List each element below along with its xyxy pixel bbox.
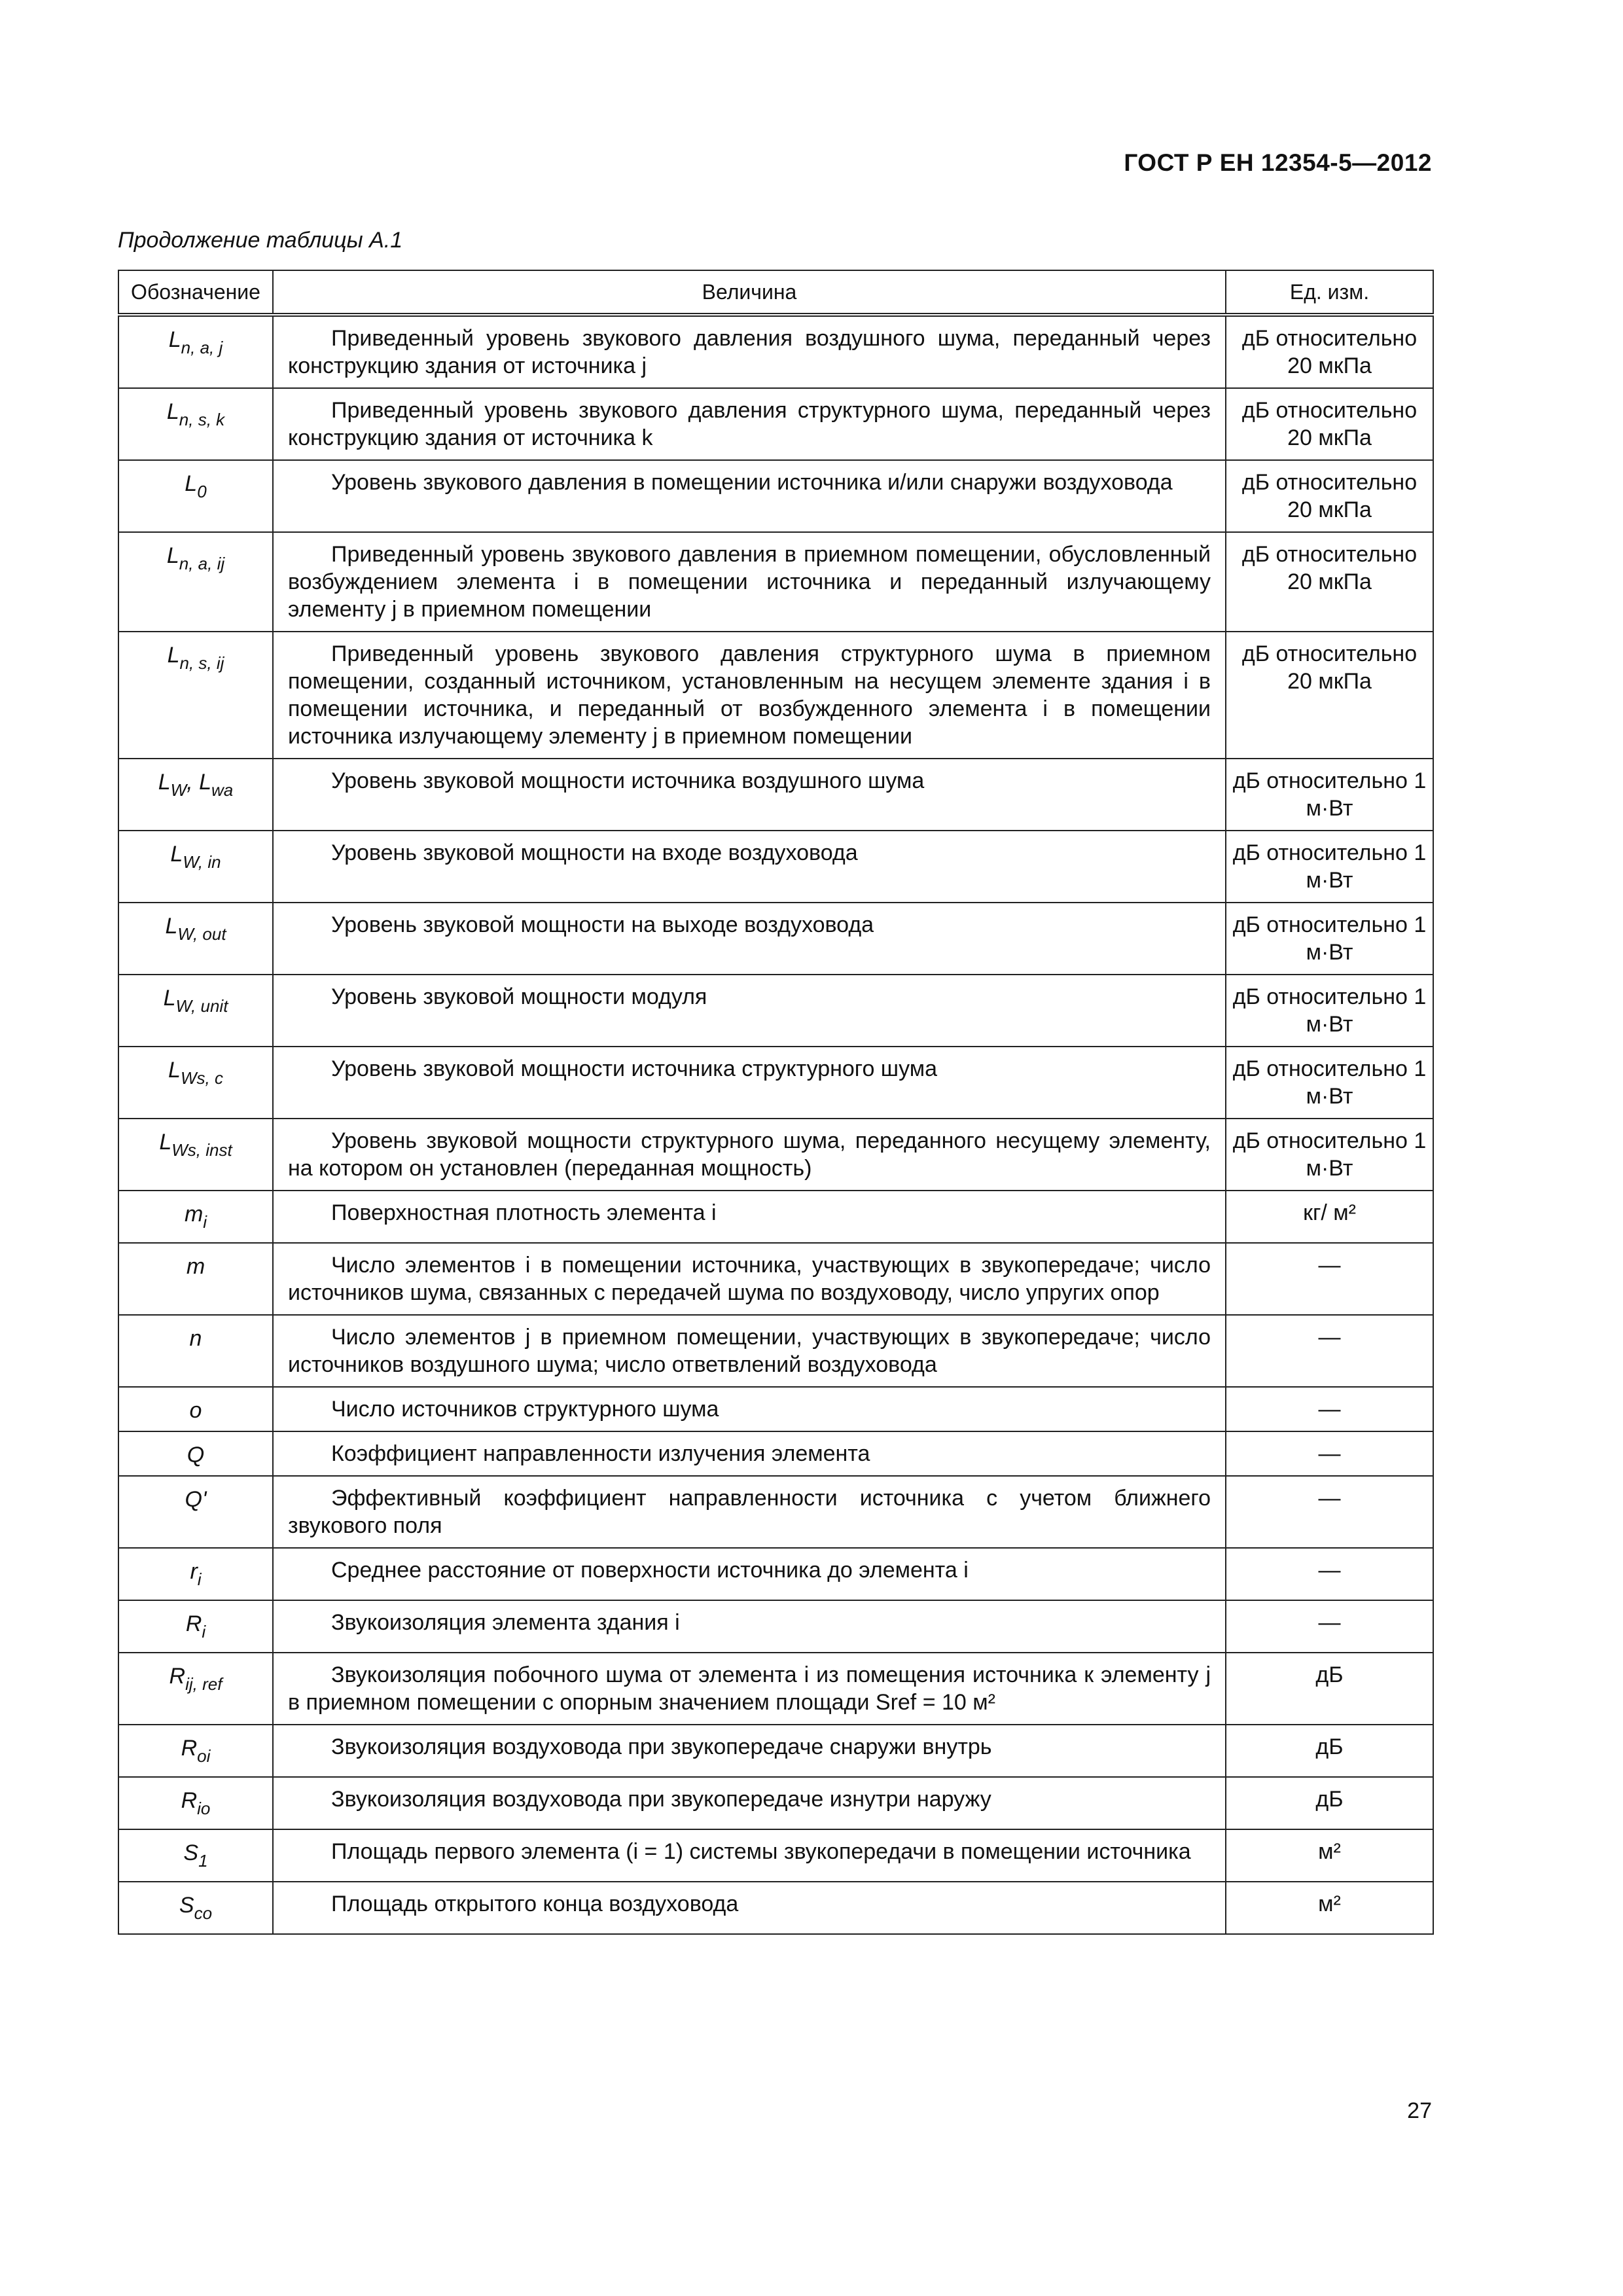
symbol-base: n: [189, 1326, 202, 1351]
symbol-cell: [118, 1829, 273, 1882]
quantity-description: Звукоизоляция воздуховода при звукопередаче снаружи внутрь: [331, 1734, 992, 1759]
column-header-unit: Ед. изм.: [1226, 270, 1433, 315]
symbol-base: R: [169, 1664, 186, 1689]
quantity-description: Уровень звуковой мощности на входе воздуховода: [331, 840, 858, 865]
quantity-cell: [273, 1548, 1226, 1600]
symbol-base: r: [190, 1559, 198, 1584]
table-row: [118, 1600, 1433, 1653]
symbol-cell: [118, 1600, 273, 1653]
table-row: [118, 1882, 1433, 1934]
quantity-description: Приведенный уровень звукового давления структурного шума, переданный через конструкцию здания от источника k: [288, 398, 1211, 450]
table-caption: Продолжение таблицы А.1: [118, 228, 403, 253]
symbol-subscript: i: [202, 1622, 206, 1641]
table-row: [118, 632, 1433, 759]
table-row: [118, 1315, 1433, 1387]
symbol-base: L: [159, 1130, 172, 1155]
symbol-base: Q': [185, 1487, 207, 1512]
symbol-base: L: [166, 399, 179, 424]
quantity-description: Уровень звуковой мощности структурного шума, переданного несущему элементу, на котором он установлен (переданная мощность): [288, 1128, 1211, 1181]
table-row: [118, 975, 1433, 1047]
symbol-base: L: [170, 842, 183, 867]
unit-cell: кг/ м²: [1226, 1191, 1433, 1243]
quantity-cell: [273, 903, 1226, 975]
quantity-cell: [273, 532, 1226, 632]
symbol-base: m: [186, 1254, 205, 1279]
unit-cell: —: [1226, 1600, 1433, 1653]
unit-cell: дБ: [1226, 1653, 1433, 1725]
quantity-cell: [273, 831, 1226, 903]
table-row: [118, 831, 1433, 903]
symbol-subscript: i: [203, 1212, 207, 1232]
symbol-subscript: n, a, ij: [179, 554, 225, 573]
quantity-cell: [273, 759, 1226, 831]
table-row: [118, 532, 1433, 632]
unit-cell: дБ: [1226, 1777, 1433, 1829]
column-header-symbol: Обозначение: [118, 270, 273, 315]
symbol-subscript: W, unit: [175, 996, 228, 1016]
symbol-base: L: [167, 643, 180, 668]
symbol-subscript: oi: [197, 1746, 211, 1766]
page-number: 27: [1407, 2098, 1432, 2123]
quantity-description: Уровень звуковой мощности источника структурного шума: [331, 1056, 937, 1081]
symbol-base: L: [165, 914, 178, 939]
symbol-subscript: 1: [198, 1851, 208, 1871]
quantity-cell: [273, 388, 1226, 460]
unit-cell: дБ относительно 1 м·Вт: [1226, 903, 1433, 975]
table-row: [118, 1548, 1433, 1600]
symbol-base: L: [185, 471, 198, 496]
quantity-description: Уровень звуковой мощности источника воздушного шума: [331, 768, 925, 793]
quantity-cell: [273, 1653, 1226, 1725]
quantity-cell: [273, 1777, 1226, 1829]
quantity-cell: [273, 1387, 1226, 1431]
unit-cell: дБ относительно 20 мкПа: [1226, 315, 1433, 388]
symbol-cell: [118, 831, 273, 903]
quantity-cell: [273, 460, 1226, 532]
symbol-base: R: [185, 1611, 202, 1636]
quantity-description: Приведенный уровень звукового давления структурного шума в приемном помещении, созданный источником, установленным на несущем элементе здания i в помещении источника, и переданный от возбужденного элемента i в помещении источника излучающему элементу j в приемном помещении: [288, 641, 1211, 749]
symbol-cell: [118, 1431, 273, 1476]
column-header-quantity: Величина: [273, 270, 1226, 315]
table-row: [118, 1653, 1433, 1725]
symbol-cell: [118, 1191, 273, 1243]
symbol-cell: [118, 1882, 273, 1934]
table-row: [118, 1387, 1433, 1431]
symbol-cell: [118, 903, 273, 975]
unit-cell: —: [1226, 1243, 1433, 1315]
unit-cell: —: [1226, 1315, 1433, 1387]
table-row: [118, 1476, 1433, 1548]
quantity-cell: [273, 1476, 1226, 1548]
symbol-cell: [118, 1653, 273, 1725]
symbol-subscript: io: [197, 1799, 211, 1818]
symbol-cell: [118, 759, 273, 831]
quantity-description: Поверхностная плотность элемента i: [331, 1200, 717, 1225]
unit-cell: дБ относительно 20 мкПа: [1226, 632, 1433, 759]
quantity-cell: [273, 1431, 1226, 1476]
quantity-description: Число элементов j в приемном помещении, участвующих в звукопередаче; число источников воздушного шума; число ответвлений воздуховода: [288, 1325, 1211, 1377]
symbol-subscript: Ws, c: [180, 1068, 223, 1088]
symbol-subscript-2: wa: [211, 780, 234, 800]
quantity-description: Звукоизоляция воздуховода при звукопередаче изнутри наружу: [331, 1787, 991, 1812]
quantity-cell: [273, 1119, 1226, 1191]
symbol-cell: [118, 1387, 273, 1431]
symbol-base: L: [158, 770, 171, 795]
quantity-cell: [273, 632, 1226, 759]
symbol-cell: [118, 1119, 273, 1191]
table-row: [118, 1191, 1433, 1243]
unit-cell: м²: [1226, 1829, 1433, 1882]
symbol-base: m: [184, 1202, 204, 1227]
unit-cell: дБ относительно 1 м·Вт: [1226, 759, 1433, 831]
symbol-cell: [118, 632, 273, 759]
symbol-cell: [118, 388, 273, 460]
quantity-description: Приведенный уровень звукового давления воздушного шума, переданный через конструкцию здания от источника j: [288, 326, 1211, 378]
symbol-base: o: [189, 1398, 202, 1423]
symbol-base: R: [181, 1736, 198, 1761]
symbol-subscript: 0: [197, 482, 207, 501]
unit-cell: —: [1226, 1431, 1433, 1476]
quantity-cell: [273, 1882, 1226, 1934]
quantity-description: Уровень звукового давления в помещении источника и/или снаружи воздуховода: [331, 470, 1173, 495]
symbol-cell: [118, 1476, 273, 1548]
symbol-subscript: co: [194, 1903, 213, 1923]
symbol-base: L: [168, 327, 181, 352]
quantity-description: Эффективный коэффициент направленности источника с учетом ближнего звукового поля: [288, 1486, 1211, 1538]
quantity-cell: [273, 1243, 1226, 1315]
symbol-cell: [118, 1243, 273, 1315]
symbol-base: S: [179, 1893, 194, 1918]
symbol-subscript: W, out: [177, 924, 226, 944]
table-row: [118, 1829, 1433, 1882]
unit-cell: —: [1226, 1548, 1433, 1600]
unit-cell: дБ: [1226, 1725, 1433, 1777]
symbol-subscript: ij, ref: [185, 1674, 223, 1694]
quantity-cell: [273, 1315, 1226, 1387]
quantity-cell: [273, 1829, 1226, 1882]
symbol-subscript: W, in: [183, 852, 221, 872]
quantity-description: Уровень звуковой мощности на выходе воздуховода: [331, 912, 874, 937]
symbol-base: S: [183, 1840, 199, 1865]
quantity-description: Площадь открытого конца воздуховода: [331, 1892, 739, 1916]
quantity-cell: [273, 1600, 1226, 1653]
quantity-description: Уровень звуковой мощности модуля: [331, 984, 707, 1009]
unit-cell: —: [1226, 1387, 1433, 1431]
symbol-cell: [118, 1725, 273, 1777]
quantity-cell: [273, 1047, 1226, 1119]
table-row: [118, 1243, 1433, 1315]
symbol-base: L: [166, 543, 179, 568]
quantity-description: Коэффициент направленности излучения элемента: [331, 1441, 870, 1466]
unit-cell: дБ относительно 1 м·Вт: [1226, 831, 1433, 903]
quantity-description: Площадь первого элемента (i = 1) системы звукопередачи в помещении источника: [331, 1839, 1191, 1864]
table-row: [118, 460, 1433, 532]
symbol-cell: [118, 1777, 273, 1829]
standard-code: ГОСТ Р ЕН 12354-5—2012: [1124, 149, 1432, 176]
symbol-base: R: [181, 1788, 198, 1813]
unit-cell: дБ относительно 1 м·Вт: [1226, 1047, 1433, 1119]
symbol-base-2: , L: [187, 770, 212, 795]
unit-cell: —: [1226, 1476, 1433, 1548]
symbol-cell: [118, 532, 273, 632]
quantity-description: Число источников структурного шума: [331, 1397, 719, 1422]
quantity-description: Звукоизоляция побочного шума от элемента i из помещения источника к элементу j в приемном помещении с опорным значением площади Sref = 10 м²: [288, 1662, 1211, 1715]
unit-cell: дБ относительно 20 мкПа: [1226, 532, 1433, 632]
quantity-description: Звукоизоляция элемента здания i: [331, 1610, 680, 1635]
table-row: [118, 1047, 1433, 1119]
symbol-subscript: n, s, k: [179, 410, 225, 429]
symbols-table: [118, 270, 1434, 1935]
unit-cell: дБ относительно 20 мкПа: [1226, 388, 1433, 460]
symbol-cell: [118, 975, 273, 1047]
table-row: [118, 759, 1433, 831]
table-row: [118, 1119, 1433, 1191]
symbol-subscript: n, a, j: [181, 338, 223, 357]
unit-cell: дБ относительно 1 м·Вт: [1226, 975, 1433, 1047]
quantity-description: Приведенный уровень звукового давления в приемном помещении, обусловленный возбуждением элемента i в помещении источника и переданный излучающему элементу j в приемном помещении: [288, 542, 1211, 622]
symbol-cell: [118, 460, 273, 532]
quantity-cell: [273, 1725, 1226, 1777]
table-header-row: [118, 270, 1433, 315]
table-row: [118, 388, 1433, 460]
quantity-cell: [273, 315, 1226, 388]
quantity-cell: [273, 975, 1226, 1047]
unit-cell: дБ относительно 20 мкПа: [1226, 460, 1433, 532]
unit-cell: дБ относительно 1 м·Вт: [1226, 1119, 1433, 1191]
table-row: [118, 1431, 1433, 1476]
symbol-base: L: [163, 986, 176, 1011]
symbol-subscript: Ws, inst: [171, 1140, 232, 1160]
symbol-subscript: W: [170, 780, 187, 800]
table-row: [118, 315, 1433, 388]
symbol-cell: [118, 1047, 273, 1119]
table-row: [118, 1725, 1433, 1777]
symbol-cell: [118, 1548, 273, 1600]
symbol-subscript: n, s, ij: [179, 653, 224, 673]
quantity-description: Число элементов i в помещении источника, участвующих в звукопередаче; число источников шума, связанных с передачей шума по воздуховоду, число упругих опор: [288, 1253, 1211, 1305]
symbol-cell: [118, 315, 273, 388]
quantity-cell: [273, 1191, 1226, 1243]
symbol-subscript: i: [197, 1570, 202, 1589]
unit-cell: м²: [1226, 1882, 1433, 1934]
symbol-base: Q: [187, 1443, 205, 1467]
symbol-cell: [118, 1315, 273, 1387]
table-row: [118, 1777, 1433, 1829]
table-row: [118, 903, 1433, 975]
quantity-description: Среднее расстояние от поверхности источника до элемента i: [331, 1558, 969, 1583]
symbol-base: L: [168, 1058, 181, 1083]
